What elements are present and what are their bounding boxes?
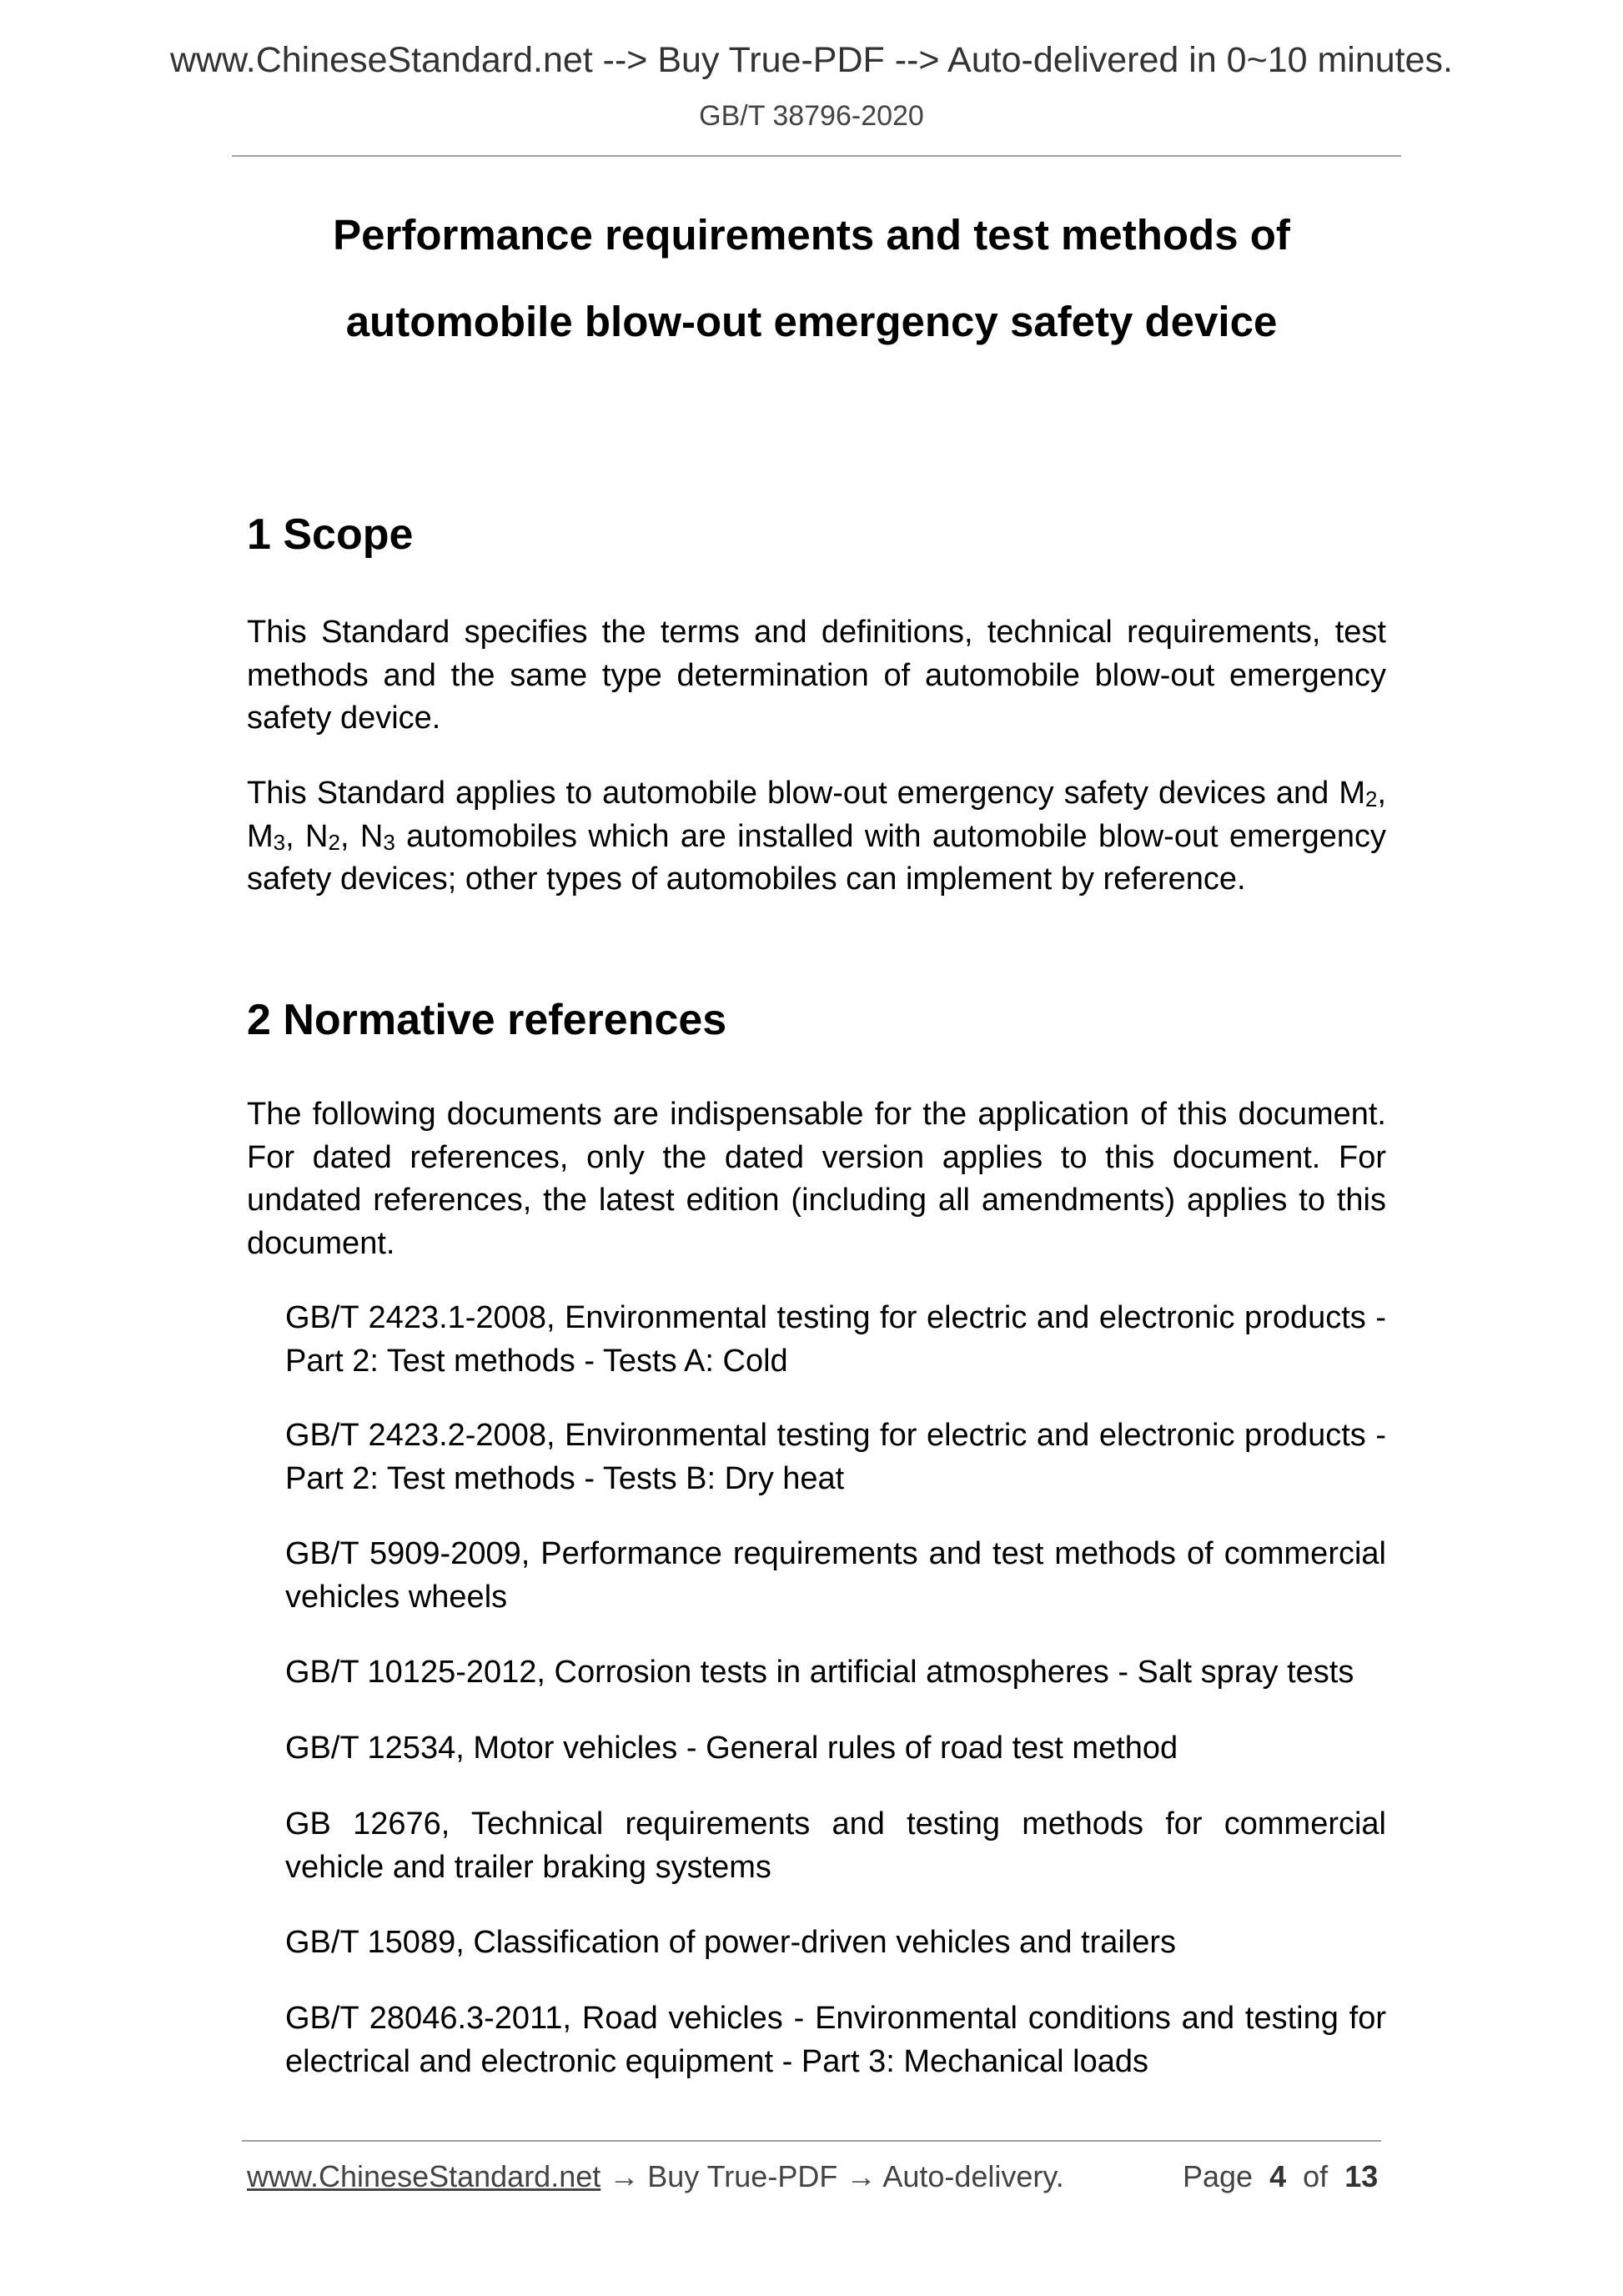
- document-title-line-1: Performance requirements and test methods of: [333, 211, 1290, 259]
- footer-divider: [242, 2140, 1381, 2142]
- section-heading-normative-references: 2 Normative references: [247, 996, 727, 1044]
- total-page-count: 13: [1344, 2159, 1379, 2193]
- standard-code: GB/T 38796-2020: [699, 100, 924, 132]
- header-divider: [232, 155, 1401, 157]
- reference-item: GB/T 28046.3-2011, Road vehicles - Environmental conditions and testing for electrical and electronic equipment - Part 3: Mechanical loads: [285, 2001, 1386, 2079]
- current-page-number: 4: [1269, 2159, 1287, 2193]
- page-indicator: Page 4 of 13: [1183, 2159, 1379, 2193]
- vehicle-category-n2: $N_2$: [305, 818, 340, 855]
- scope-paragraph-2-start: This Standard applies to automobile blow-out emergency safety devices and: [247, 776, 1339, 811]
- reference-item: GB 12676, Technical requirements and testing methods for commercial vehicle and trailer braking systems: [285, 1806, 1386, 1885]
- scope-paragraph-2-end: automobiles which are installed with automobile blow-out emergency safety devices; other types of automobiles can implement by reference.: [247, 818, 1386, 897]
- scope-paragraph-2: This Standard applies to automobile blow-out emergency safety devices and $M_2$, $M_3$, $N_2$, $N_3$ automobiles which are installed with automobile blow-out emergency safety devices; other types of automobiles can implement by reference.: [247, 776, 1386, 897]
- top-banner: www.ChineseStandard.net --> Buy True-PDF --> Auto-delivered in 0~10 minutes.: [169, 40, 1453, 80]
- reference-item: GB/T 12534, Motor vehicles - General rules of road test method: [285, 1731, 1178, 1766]
- reference-item: GB/T 2423.1-2008, Environmental testing for electric and electronic products - Part 2: Test methods - Tests A: Cold: [285, 1300, 1386, 1379]
- section-heading-scope: 1 Scope: [247, 510, 414, 559]
- footer-promo: [247, 2157, 1064, 2197]
- reference-item: GB/T 5909-2009, Performance requirements and test methods of commercial vehicles wheels: [285, 1536, 1386, 1615]
- footer-website-link[interactable]: www.ChineseStandard.net: [247, 2159, 601, 2193]
- reference-item: GB/T 2423.2-2008, Environmental testing for electric and electronic products - Part 2: Test methods - Tests B: Dry heat: [285, 1418, 1386, 1496]
- footer-promo-text: → Buy True-PDF → Auto-delivery.: [600, 2159, 1064, 2193]
- vehicle-category-n3: $N_3$: [359, 818, 395, 855]
- reference-item: GB/T 10125-2012, Corrosion tests in artificial atmospheres - Salt spray tests: [285, 1655, 1354, 1690]
- vehicle-category-m3: $M_3$: [247, 818, 286, 855]
- scope-paragraph-1: This Standard specifies the terms and definitions, technical requirements, test methods and the same type determination of automobile blow-out emergency safety device.: [247, 615, 1386, 736]
- references-intro-paragraph: The following documents are indispensable for the application of this document. For dated references, only the dated version applies to this document. For undated references, the latest edition (including all amendments) applies to this document.: [247, 1097, 1386, 1261]
- reference-item: GB/T 15089, Classification of power-driven vehicles and trailers: [285, 1925, 1177, 1960]
- vehicle-category-m2: $M_2$: [1339, 776, 1378, 811]
- document-title-line-2: automobile blow-out emergency safety device: [345, 298, 1278, 345]
